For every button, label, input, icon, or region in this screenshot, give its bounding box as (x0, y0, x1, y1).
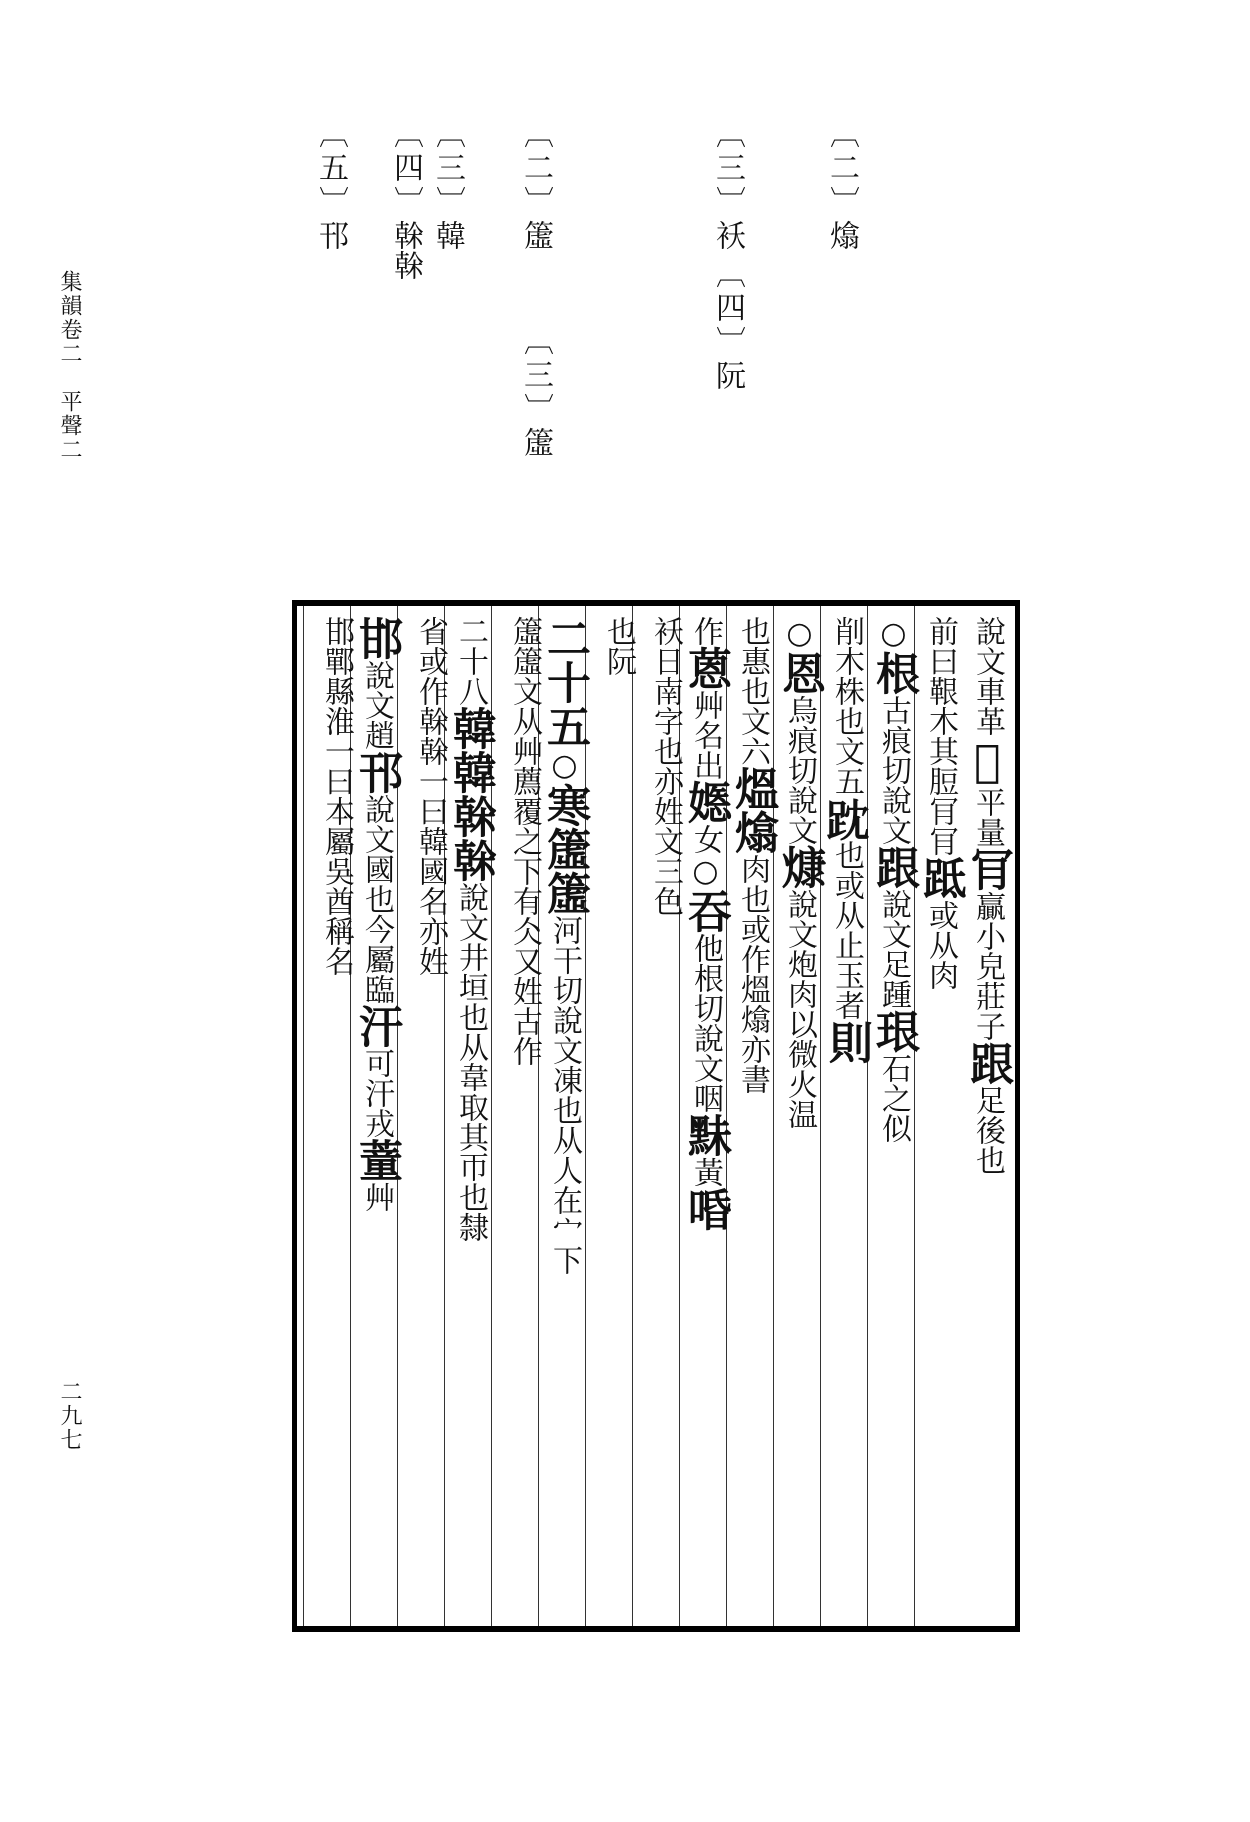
text-segment: 其脰肎肎 (923, 736, 958, 856)
head-char: 𧿒 (821, 796, 872, 840)
text-segment: 作 (688, 616, 723, 646)
head-char: 汗 (351, 1004, 402, 1048)
running-title: 集韻卷二 平聲二 (57, 270, 82, 462)
head-char: 𣞤 (962, 736, 1013, 787)
text-segment: 省或作榦榦一曰韓國名亦姓 (413, 616, 448, 976)
head-char: 𤎖 (774, 845, 825, 889)
note-item: 〔四〕阮 (710, 258, 745, 394)
collation-notes (0, 0, 1250, 480)
head-char: 肎 (962, 847, 1013, 891)
text-segment: 𥲤𥲤文 (507, 616, 542, 706)
head-char: 跟 (868, 845, 919, 889)
text-column (773, 606, 827, 1626)
text-column (914, 606, 968, 1626)
text-block (292, 600, 1020, 1632)
head-char: 䵢 (680, 1113, 731, 1157)
text-segment: 肉也或作熅熻亦書 (735, 854, 770, 1094)
text-segment: 木株也文五 (829, 646, 864, 796)
note-item: 〔四〕榦 (388, 118, 423, 254)
text-segment: 說文趙 (359, 660, 394, 750)
text-segment: ○ (876, 616, 911, 651)
head-char: 嫕 (680, 780, 731, 824)
head-char: 韓 (445, 706, 496, 750)
text-segment: 从艸薦覆之下有仌又姓古作 (507, 706, 542, 1066)
text-segment: 也阮 (601, 616, 636, 676)
head-char: 吞 (680, 889, 731, 933)
head-char: 根 (868, 651, 919, 695)
head-char: 蒽 (680, 646, 731, 690)
text-segment: 艸名出 (688, 690, 723, 780)
text-column (538, 606, 592, 1626)
text-segment: 古痕切說文 (876, 695, 911, 845)
text-segment: 或从肉 (923, 900, 958, 990)
text-column (350, 606, 404, 1626)
head-char: 寒 (539, 783, 590, 827)
head-char: 則 (821, 1020, 872, 1064)
head-char: 𥲤 (539, 827, 590, 871)
text-segment: 烏痕切說文 (782, 695, 817, 845)
text-segment: 說文炮肉以微火温 (782, 889, 817, 1129)
text-segment: 惠也文六 (735, 646, 770, 766)
text-column (867, 606, 921, 1626)
head-char: 珢 (868, 1009, 919, 1053)
text-column (585, 606, 639, 1626)
note-item: 〔二〕熻 (824, 118, 859, 254)
head-char: 䟡 (915, 856, 966, 900)
text-column (397, 606, 451, 1626)
text-column (726, 606, 780, 1626)
head-char: 熻 (727, 810, 778, 854)
page-number: 二九七 (57, 1380, 82, 1452)
head-char: 𥲤 (539, 871, 590, 915)
head-char: 韓 (445, 750, 496, 794)
text-segment: 說文車革 (970, 616, 1005, 736)
head-char: 跟 (962, 1041, 1013, 1085)
note-item: 〔三〕韓 (430, 118, 465, 254)
text-segment: 足後也 (970, 1085, 1005, 1175)
text-segment: 也 (735, 616, 770, 646)
text-segment: 削 (829, 616, 864, 646)
head-char: 熅 (727, 766, 778, 810)
text-segment: 也或从止 (829, 840, 864, 960)
note-item: 榦 (388, 250, 423, 284)
text-segment: 酋稱 (319, 886, 354, 946)
text-segment: ○ (782, 616, 817, 651)
note-item: 〔五〕邗 (313, 118, 348, 254)
text-segment: 說文井垣也从韋取其帀也隸 (453, 882, 488, 1242)
text-column (491, 606, 545, 1626)
text-segment: 色 (648, 886, 683, 916)
head-char: 榦 (445, 794, 496, 838)
text-segment: 黃 (688, 1157, 723, 1187)
head-char: 榦 (445, 838, 496, 882)
head-char: 恩 (774, 651, 825, 695)
head-char: 㖧 (680, 1187, 731, 1231)
note-item: 〔三〕袄 (710, 118, 745, 254)
text-segment: 艸 (359, 1182, 394, 1212)
text-segment: 木 (923, 706, 958, 736)
text-segment: 二十八 (453, 616, 488, 706)
note-item: 〔二〕𥲤 (518, 118, 553, 254)
text-segment: 可汗戎 (359, 1048, 394, 1138)
text-segment: 袄 (648, 616, 683, 646)
text-segment: 女 (688, 824, 723, 854)
text-column (820, 606, 874, 1626)
text-column (444, 606, 498, 1626)
text-segment: 淮一曰本屬吳 (319, 706, 354, 886)
text-segment: 石之似 (876, 1053, 911, 1143)
text-segment: 也亦姓文三 (648, 736, 683, 886)
text-column (632, 606, 686, 1626)
text-column (303, 606, 357, 1626)
text-segment: 名 (319, 946, 354, 976)
text-segment: 他根切說文咽 (688, 933, 723, 1113)
text-segment: 字 (648, 706, 683, 736)
rhyme-number: 二十五 (539, 616, 590, 748)
text-segment: ○ (547, 748, 582, 783)
text-segment: 河干切說文凍也从人在宀下 (547, 915, 582, 1275)
text-segment: 邯鄲縣 (319, 616, 354, 706)
text-segment: ○ (688, 854, 723, 889)
note-item: 〔三〕𥲤 (518, 325, 553, 461)
head-char: 蕫 (351, 1138, 402, 1182)
text-column (961, 606, 1015, 1626)
text-segment: 贏小皃莊子 (970, 891, 1005, 1041)
head-char: 邗 (351, 750, 402, 794)
text-segment: 說文足踵 (876, 889, 911, 1009)
head-char: 邯 (351, 616, 402, 660)
text-segment: 前曰鞎 (923, 616, 958, 706)
text-segment: 玉者 (829, 960, 864, 1020)
text-segment: 日南 (648, 646, 683, 706)
text-column (679, 606, 733, 1626)
text-segment: 平量 (970, 787, 1005, 847)
text-segment: 說文國也今屬臨 (359, 794, 394, 1004)
